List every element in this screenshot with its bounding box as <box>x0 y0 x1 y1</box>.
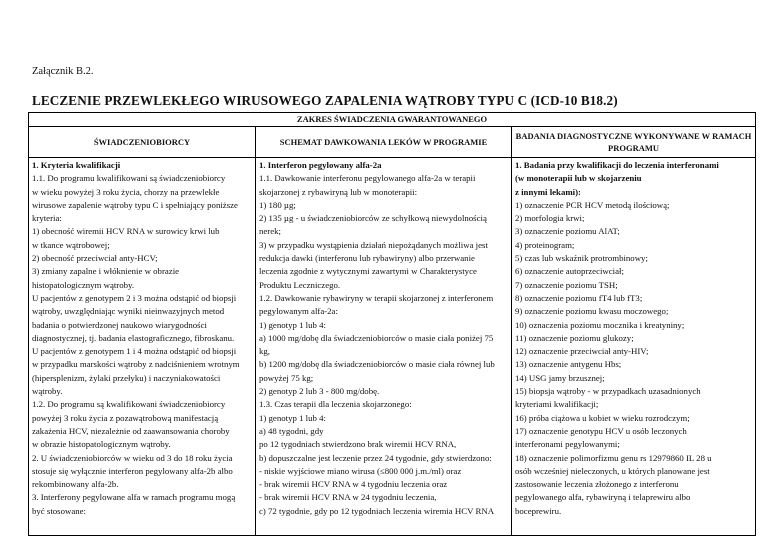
col2-line: pegylowanym alfa-2a: <box>259 306 338 317</box>
column-header-diagnostics: BADANIA DIAGNOSTYCZNE WYKONYWANE W RAMACH PROGRAMU <box>512 127 756 158</box>
col2-line: Produktu Leczniczego. <box>259 279 341 290</box>
col2-line: 1) 180 µg; <box>259 199 296 210</box>
col3-line: 12) oznaczenie przeciwciał anty-HIV; <box>515 346 649 357</box>
col3-line: 11) oznaczenie poziomu glukozy; <box>515 332 634 343</box>
dosage-cell <box>256 158 512 536</box>
col2-line: 1) genotyp 1 lub 4: <box>259 319 326 330</box>
col3-line: 16) próba ciążowa u kobiet w wieku rozrodczym; <box>515 412 690 423</box>
col3-line: 8) oznaczenie poziomu fT4 lub fT3; <box>515 292 643 303</box>
col1-line: (hipersplenizm, żylaki przełyku) i naczyniakowatości <box>32 372 221 383</box>
col1-line: 2) obecność przeciwciał anty-HCV; <box>32 253 158 264</box>
col2-line: nerek; <box>259 226 281 237</box>
col1-line: być stosowane: <box>32 505 86 516</box>
column-header-beneficiaries: ŚWIADCZENIOBIORCY <box>29 127 256 158</box>
col2-line: 2) 135 µg - u świadczeniobiorców ze schyłkową niewydolnością <box>259 213 487 224</box>
col3-line: 10) oznaczenia poziomu mocznika i kreatyniny; <box>515 319 685 330</box>
beneficiaries-text <box>32 159 252 518</box>
col3-line: 2) morfologia krwi; <box>515 213 585 224</box>
col3-line: 6) oznaczenie autoprzeciwciał; <box>515 266 624 277</box>
col3-line: 15) biopsja wątroby - w przypadkach uzasadnionych <box>515 386 701 397</box>
col1-line: 1. Kryteria kwalifikacji <box>32 160 121 170</box>
col1-line: rekombinowany alfa-2b. <box>32 479 119 490</box>
col1-line: wirusowe zapalenie wątroby typu C i spełniający poniższe <box>32 199 238 210</box>
col3-line: 13) oznaczenie antygenu Hbs; <box>515 359 622 370</box>
column-header-dosage: SCHEMAT DAWKOWANIA LEKÓW W PROGRAMIE <box>256 127 512 158</box>
col3-line: 7) oznaczenie poziomu TSH; <box>515 279 618 290</box>
col3-line: (w monoterapii lub w skojarzeniu <box>515 173 642 184</box>
annex-label: Załącznik B.2. <box>32 66 94 77</box>
program-table <box>28 112 756 536</box>
col3-line: 9) oznaczenie poziomu kwasu moczowego; <box>515 306 669 317</box>
document-title: LECZENIE PRZEWLEKŁEGO WIRUSOWEGO ZAPALENIA WĄTROBY TYPU C (ICD-10 B18.2) <box>32 93 618 108</box>
col1-line: 3) zmiany zapalne i włóknienie w obrazie <box>32 266 180 277</box>
col1-line: powyżej 3 roku życia z pozawątrobową manifestacją <box>32 412 219 423</box>
col2-line: 1. Interferon pegylowany alfa-2a <box>259 160 382 170</box>
col1-line: w przypadku marskości wątroby z nadciśnieniem wrotnym <box>32 359 240 370</box>
col2-line: 1.2. Dawkowanie rybawiryny w terapii skojarzonej z interferonem <box>259 292 494 303</box>
col1-line: w tkance wątrobowej; <box>32 239 110 250</box>
col2-line: 3) w przypadku wystąpienia działań niepożądanych możliwa jest <box>259 239 488 250</box>
col2-line: - brak wiremii HCV RNA w 24 tygodniu leczenia, <box>259 492 437 503</box>
col3-line: interferonami pegylowanymi; <box>515 439 620 450</box>
col2-line: 1.3. Czas terapii dla leczenia skojarzonego: <box>259 399 412 410</box>
col1-line: w wieku powyżej 3 roku życia, chorzy na przewlekłe <box>32 186 220 197</box>
col1-line: wątroby. <box>32 386 63 397</box>
col1-line: 3. Interferony pegylowane alfa w ramach programu mogą <box>32 492 236 503</box>
col1-line: badania o potwierdzonej naukowo wiarygodności <box>32 319 207 330</box>
col3-line: 17) oznaczenie genotypu HCV u osób leczonych <box>515 425 687 436</box>
col2-line: a) 1000 mg/dobę dla świadczeniobiorców o masie ciała poniżej 75 <box>259 332 494 343</box>
col3-line: pegylowanego alfa, rybawiryną i telaprewiru albo <box>515 492 691 503</box>
col2-line: leczenia zgodnie z wytycznymi zawartymi w Charakterystyce <box>259 266 477 277</box>
col2-line: b) dopuszczalne jest leczenie przez 24 tygodnie, gdy stwierdzono: <box>259 452 492 463</box>
col2-line: 2) genotyp 2 lub 3 - 800 mg/dobę. <box>259 386 380 397</box>
diagnostics-cell <box>512 158 756 536</box>
col1-line: w obrazie histopatologicznym wątroby. <box>32 439 171 450</box>
col2-line: c) 72 tygodnie, gdy po 12 tygodniach leczenia wiremia HCV RNA <box>259 505 495 516</box>
col1-line: zakażenia HCV, niezależnie od zaawansowania choroby <box>32 425 230 436</box>
col1-line: wątroby, uwzględniając wyniki nieinwazyjnych metod <box>32 306 225 317</box>
diagnostics-text <box>515 159 752 518</box>
col1-line: 1.2. Do programu są kwalifikowani świadczeniobiorcy <box>32 399 226 410</box>
beneficiaries-cell <box>29 158 256 536</box>
col2-line: powyżej 75 kg; <box>259 372 314 383</box>
col3-line: 4) proteinogram; <box>515 239 575 250</box>
col2-line: b) 1200 mg/dobę dla świadczeniobiorców o masie ciała równej lub <box>259 359 495 370</box>
col3-line: zastosowanie leczenia złożonego z interferonu <box>515 479 679 490</box>
col3-line: 1. Badania przy kwalifikacji do leczenia interferonami <box>515 160 719 170</box>
col3-line: boceprewiru. <box>515 505 562 516</box>
col2-line: 1) genotyp 1 lub 4: <box>259 412 326 423</box>
col3-line: z innymi lekami): <box>515 186 581 197</box>
col2-line: - niskie wyjściowe miano wirusa (≤800 000 j.m./ml) oraz <box>259 465 462 476</box>
col2-line: - brak wiremii HCV RNA w 4 tygodniu leczenia oraz <box>259 479 448 490</box>
col1-line: diagnostycznej, tj. badania elastograficznego, fibroskanu. <box>32 332 235 343</box>
col1-line: histopatologicznym wątroby. <box>32 279 135 290</box>
col2-line: redukcja dawki (interferonu lub rybawiryny) albo przerwanie <box>259 253 475 264</box>
col3-line: osób wcześniej nieleczonych, u których planowane jest <box>515 465 710 476</box>
col1-line: 1.1. Do programu kwalifikowani są świadczeniobiorcy <box>32 173 226 184</box>
scope-header: ZAKRES ŚWIADCZENIA GWARANTOWANEGO <box>29 113 756 127</box>
dosage-text <box>259 159 508 518</box>
col1-line: 2. U świadczeniobiorców w wieku od 3 do 18 roku życia <box>32 452 233 463</box>
col2-line: a) 48 tygodni, gdy <box>259 425 324 436</box>
col3-line: kryteriami kwalifikacji; <box>515 399 599 410</box>
col1-line: U pacjentów z genotypem 2 i 3 można odstąpić od biopsji <box>32 292 237 303</box>
col1-line: 1) obecność wiremii HCV RNA w surowicy krwi lub <box>32 226 220 237</box>
col3-line: 18) oznaczenie polimorfizmu genu rs 12979860 IL 28 u <box>515 452 712 463</box>
col3-line: 3) oznaczenie poziomu AlAT; <box>515 226 620 237</box>
col2-line: skojarzonej z rybawiryną lub w monoterapii: <box>259 186 418 197</box>
col2-line: 1.1. Dawkowanie interferonu pegylowanego alfa-2a w terapii <box>259 173 476 184</box>
col2-line: kg, <box>259 346 270 357</box>
col3-line: 14) USG jamy brzusznej; <box>515 372 605 383</box>
col3-line: 1) oznaczenie PCR HCV metodą ilościową; <box>515 199 670 210</box>
col1-line: stosuje się wyłącznie interferon pegylowany alfa-2b albo <box>32 465 233 476</box>
col2-line: po 12 tygodniach stwierdzono brak wiremii HCV RNA, <box>259 439 457 450</box>
col1-line: U pacjentów z genotypem 1 i 4 można odstąpić od biopsji <box>32 346 237 357</box>
col3-line: 5) czas lub wskaźnik protrombinowy; <box>515 253 648 264</box>
col1-line: kryteria: <box>32 213 62 224</box>
